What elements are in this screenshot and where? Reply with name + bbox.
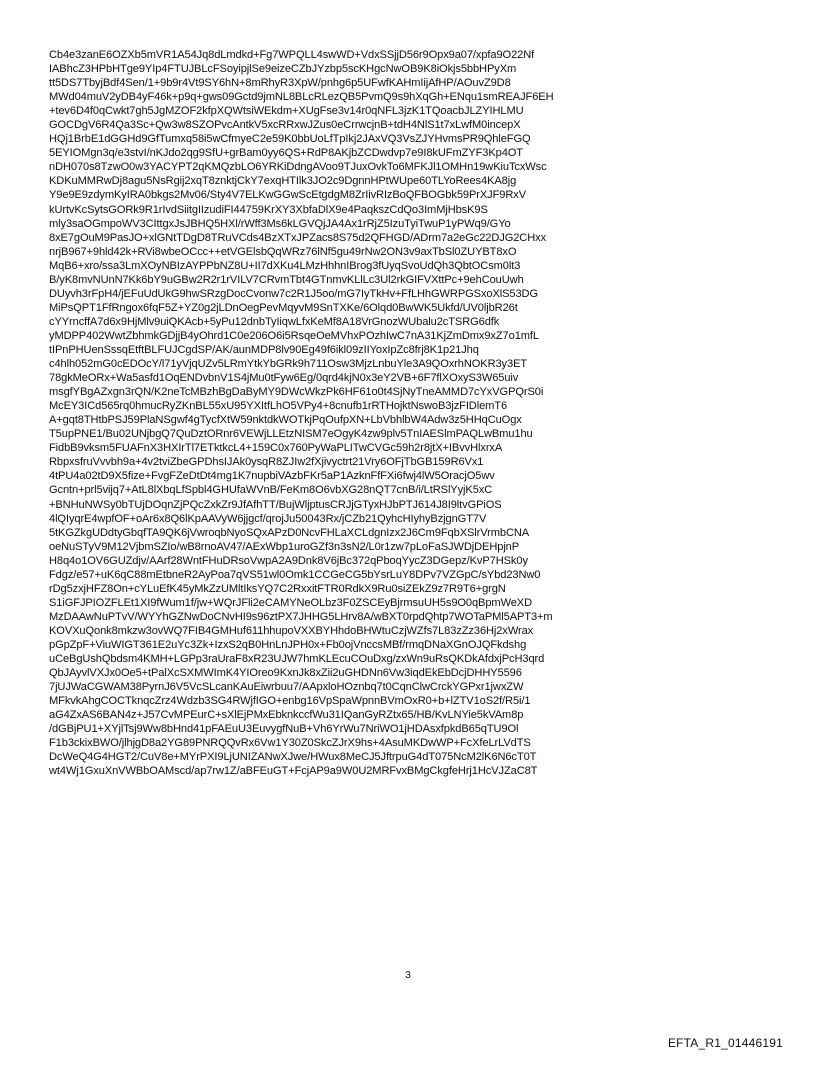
text-line: F1b3ckixBWO/jlhjgD8a2YG89PNRQQvRx6Vw1Y30Z0SkcZJrX9hs+4AsuMKDwWP+FcXfeLrLVdTS bbox=[49, 737, 531, 750]
text-line: MqB6+xro/ssa3LmXOyNBIzAYPPbNZ8U+II7dXKu4LMzHhhnIBrog3fUyqSvoUdQh3QbtOCsm0lt3 bbox=[49, 259, 521, 272]
text-line: DUyvh3rFpH4/jEFuUdUkG9hwSRzgDocCvonw7c2R1J5oo/mG7IyTkHv+FfLHhGWRPGSxoXlS53DG bbox=[49, 287, 539, 300]
text-line: 7jUJWaCGWAM38PyrnJ6V5VcSLcanKAuEiwrbuu7/AApxloHOznbq7t0CqnClwCrckYGPxr1jwxZW bbox=[49, 681, 524, 694]
text-line: B/yK8mvNUnN7Kk6bY9uGBw2R2r1rVILV7CRvmTbt4GTnmvKLlLc3Ul2rkGIFVXttPc+9ehCouUwh bbox=[49, 273, 524, 286]
text-line: RbpxsfruVvvbh9a+4v2tviZbeGPDhsIJAk0ysqR8ZJIw2fXjivyctrt21Vry6OFjTbGB159R6Vx1 bbox=[49, 456, 484, 469]
text-line: H8q4o1OV6GUZdjv/AArf28WntFHuDRsoVwpA2A9Dnk8V6jBc372qPboqYycZ3DGepz/KvP7HSk0y bbox=[49, 554, 528, 567]
text-line: KOVXuQonk8mkzw3ovWQ7FIB4GMHuf611hhupoVXXBYHhdoBHWtuCzjWZfs7L83zZz36Hj2xWrax bbox=[49, 624, 534, 637]
text-line: HQj1BrbE1dGGHd9GfTumxq58i5wCfmyeC2e59K0bbUoLfTpIkj2JAxVQ3VsZJYHvmsPR9QhleFGQ bbox=[49, 133, 531, 146]
text-line: GOCDgV6R4Qa3Sc+Qw3w8SZOPvcAntkV5xcRRxwJZus0eCrrwcjnB+tdH4NlS1t7xLwfM0incepX bbox=[49, 119, 521, 132]
page-number: 3 bbox=[405, 970, 411, 981]
text-line: MzDAAwNuPTvV/WYYhGZNwDoCNvHI9s96ztPX7JHHG5LHrv8A/wBXT0rpdQhtp7WOTaPMl5APT3+m bbox=[49, 610, 553, 623]
text-line: tIPnPHUenSssqEtftBLFUJCgdSP/AK/aunMDP8lv90Eg49f6ikl09zIIYoxIpZc8frj8K1p21Jhq bbox=[49, 343, 479, 356]
text-line: 5tKGZkgUDdtyGbqfTA9QK6jVwroqbNyoSQxAPzD0NcvFHLaXCLdgnIzx2J6Cm9FqbXSlrVrmbCNA bbox=[49, 526, 530, 539]
text-line: cYYrncffA7d6x9HjMlv9uiQKAcb+5yPu12dnbTyIiqwLfxKeMf8A18VrGnozWUbalu2cTSRG6dfk bbox=[49, 315, 500, 328]
text-line: c4hlh052mG0cEDOcY/l71yVjqUZv5LRmYtkYbGRk9h711Osw3MjzLnbuYle3A9QOxrhNOKR3y3ET bbox=[49, 358, 528, 371]
text-line: wt4Wj1GxuXnVWBbOAMscd/ap7rw1Z/aBFEuGT+FcjAP9a9W0U2MRFvxBMgCkgfeHrj1HcVJZaC8T bbox=[49, 765, 538, 778]
text-line: QbJAyvlVXJx0Oe5+tPalXcSXMWImK4YIOreo9KxnJk8xZii2uGHDNn6Vw3iqdEkEbDcjDHHY5596 bbox=[49, 667, 522, 680]
text-line: mly3saOGmpoWV3CIttgxJsJBHQ5HXl/rWff3Ms6kLGVQjJA4Ax1rRjZ5IzuTyiTwuP1yPWq9/GYo bbox=[49, 217, 511, 230]
text-line: 4lQIyqrE4wpfOF+oAr6x8Q6lKpAAVyW6jjgcf/qrojJu50043Rx/jCZb21QyhcHIyhyBzjgnGT7V bbox=[49, 512, 487, 525]
text-line: /dGBjPU1+XYjlTsj9Ww8bHnd41pFAEuU3EuvygfNuB+Vh6YrWu7NriWO1jHDAsxfpkdB65qTU9Ol bbox=[49, 723, 519, 736]
text-line: IABhcZ3HPbHTge9YIp4FTUJBLcFSoyipjlSe9eizeCZbJYzbp5scKHgcNwOB9K8iOkjs5bbHPyXm bbox=[49, 63, 517, 76]
text-line: msgfYBgAZxgn3rQN/K2neTcMBzhBgDaByMY9DWcWkzPk6HF61o0t4SjNyTneAMMD7cYxVGPQrS0i bbox=[49, 386, 544, 399]
text-line: nrjB967+9hld42k+RVi8wbeOCcc++etVGElsbQqWRz76lNf5gu49rNw2ON3v9axTbSl0ZUYBT8xO bbox=[49, 245, 517, 258]
text-line: T5upPNE1/Bu02UNjbgQ7QuDztORnr6VEWjLLEtzNISM7eOgyK4zw9plv5TnIAESlmPAQLwBmu1hu bbox=[49, 428, 533, 441]
text-line: Gcntn+prl5vijq7+AtL8lXbqLfSpbl4GHUfaWVnB/FeKm8O6vbXG28nQT7cnB/i/LtRSlYyjK5xC bbox=[49, 484, 493, 497]
text-line: rDg5zxjHFZ8On+cYLuEfK45yMkZzUMltIksYQ7C2RxxitFTR0RdkX9Ru0siZEkZ9z7R9T6+grgN bbox=[49, 582, 506, 595]
text-line: KDKuMMRwDj8agu5NsRgij2xqT8znktjCkY7exqHTIlk3JO2c9DgnnHPtWUpe60TLYoRees4KA8jg bbox=[49, 175, 517, 188]
text-line: yMDPP402WwtZbhmkGDjjB4yOhrd1C0e206O6i5RsqeOeMVhxPOzhIwC7nA31KjZmDmx9xZ7o1mfL bbox=[49, 329, 539, 342]
text-line: Y9e9E9zdymKyIRA0bkgs2Mv06/Sty4V7ELKwGGwScEtgdgM8ZrIivRIzBoQFBOGbk59PrXJF9RxV bbox=[49, 189, 527, 202]
encoded-text-block bbox=[49, 48, 769, 778]
text-line: +tev6D4f0qCwkt7gh5JgMZOF2kfpXQWtsiWEkdm+XUgFse3v14r0qNFL3jzK1TQoacbJLZYIHLMU bbox=[49, 105, 524, 118]
text-line: tt5DS7TbyjBdf4Sen/1+9b9r4Vt9SY6hN+8mRhyR3XpW/pnhg6p5UFwfKAHmIijAfHP/AOuvZ9D8 bbox=[49, 77, 511, 90]
text-line: pGpZpF+ViuWIGT361E2uYc3Zk+IzxS2qB0HnLnJPH0x+Fb0ojVnccsMBf/rmqDNaXGnOJQFkdshg bbox=[49, 638, 527, 651]
text-line: 8xE7gOuM9PasJO+xlGNtTDgD8TRuVCds4BzXTxJPZacs8S75d2QFHGD/ADrm7a2eGc22DJG2CHxx bbox=[49, 231, 547, 244]
text-line: FidbB9vksm5FUAFnX3HXIrTl7ETktkcL4+159C0x760PyWaPLITwCVGc59h2r8jtX+IBvvHlxrxA bbox=[49, 442, 503, 455]
text-line: MWd04muV2yDB4yF46k+p9q+gws09Gctd9jmNL8BLcRLezQB5PvmQ9s9hXqGh+ENqu1smREAJF6EH bbox=[49, 91, 554, 104]
text-line: kUrtvKcSytsGORk9R1rIvdSiitgIIzudiFI44759KrXY3XbfaDlX9e4PaqkszCdQo3ImMjHbsK9S bbox=[49, 203, 488, 216]
text-line: Cb4e3zanE6OZXb5mVR1A54Jq8dLmdkd+Fg7WPQLL4swWD+VdxSSjjD56r9Opx9a07/xpfa9O22Nf bbox=[49, 49, 535, 61]
document-id-stamp: EFTA_R1_01446191 bbox=[667, 1036, 783, 1050]
text-line: MiPsQPT1FfRngox6fqF5Z+YZ0g2jLDnOegPevMqyvM9SnTXKe/6Olqd0BwWK5Ukfd/UV0ljbR26t bbox=[49, 301, 518, 314]
text-line: 78gkMeORx+Wa5asfd1OqENDvbnV1S4jMu0tFyw6Eg/0qrd4kjN0x3eY2VB+6F7flXOxyS3W65uiv bbox=[49, 372, 519, 385]
text-line: aG4ZxAS6BAN4z+J57CvMPEurC+sXlEjPMxEbknkccfWu31IQanGyRZtx65/HB/KvLNYie5kVAm8p bbox=[49, 709, 524, 722]
text-line: oeNuSTyV9M12VjbmSZIo/wB8rnoAV47/AExWbp1uroGZf3n3sN2/L0r1zw7pLoFaSJWDjDEHpjnP bbox=[49, 540, 520, 553]
text-line: uCeBgUshQbdsm4KMH+LGPp3raUraF8xR23UJW7hmKLEcuCOuDxg/zxWn9uRsQKDkAfdxjPcH3qrd bbox=[49, 653, 545, 666]
text-line: +BNHuNWSy0bTUjDOqnZjPQcZxkZr9JfAfhTT/BujWljptusCRJjGTyxHJbPTJ614J8I9ltvGPiOS bbox=[49, 498, 502, 511]
text-line: MFkvkAhgCOCTknqcZrz4Wdzb3SG4RWjfIGO+enbg16VpSpaWpnnBVmOxR0+b+lZTV1oS2f/R5i/1 bbox=[49, 695, 531, 708]
text-line: Fdgz/e57+uK6qC88mEtbneR2AyPoa7qVS51wl0Omk1CCGeCG5bYsrLuY8DPv7VZGpC/sYbd23Nw0 bbox=[49, 568, 541, 581]
text-line: McEY3ICd565rq0hmucRyZKnBL55xU95YXItfLhO5VPy4+8cnufb1rRTHojktNswoB3jzFIDlemT6 bbox=[49, 400, 508, 413]
text-line: 5EYIOMgn3q/e3stvI/nKJdo2qg9SfU+grBam0yy6QS+RdP8AKjbZCDwdvp7e9I8kUFmZYF3Kp4OT bbox=[49, 147, 523, 160]
text-line: A+gqt8THtbPSJ59PlaNSgwf4gTycfXtW59nktdkWOTkjPqOufpXN+LbVbhlbW4Adw3z5HHqCuOgx bbox=[49, 414, 522, 427]
text-line: DcWeQ4G4HGT2/CuV8e+MYrPXI9LjUNIZANwXJwe/HWux8MeCJ5JftrpuG4dT075NcM2lK6N6cT0T bbox=[49, 751, 537, 764]
text-line: nDH070s8TzwO0w3YACYPT2qKMQzbLO6YRKiDdngAVoo9TJuxOvkTo6MFKJl1OMHn19wKiuTcxWsc bbox=[49, 161, 547, 174]
text-line: S1iGFJPIOZFLEt1XI9fWum1f/jw+WQrJFli2eCAMYNeOLbz3F0ZSCEyBjrmsuUH5s9O0qBpmWeXD bbox=[49, 596, 533, 609]
text-line: 4tPU4a02tD9X5fize+FvgFZeDtDt4mg1K7nupbiVAzbFKr5aP1AzknFfFXi6fwj4lW5OracjO5wv bbox=[49, 470, 495, 483]
